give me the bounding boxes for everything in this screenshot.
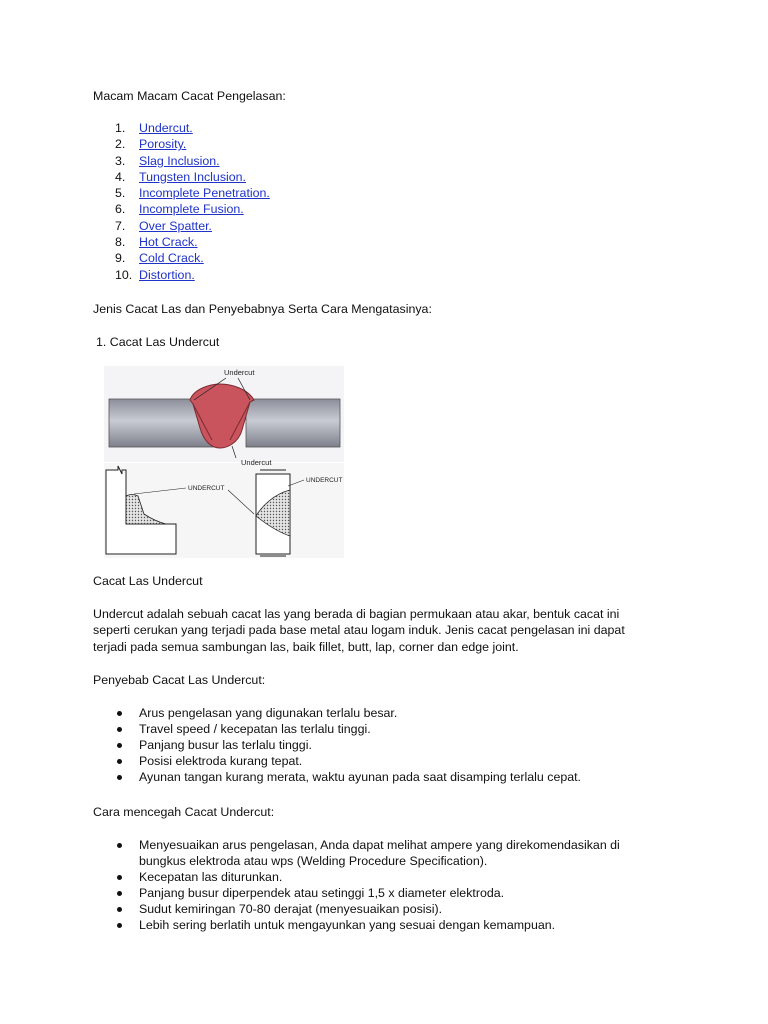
list-item bbox=[93, 901, 620, 917]
defect-link-incomplete-fusion[interactable]: Incomplete Fusion. bbox=[139, 202, 244, 217]
list-item bbox=[93, 753, 581, 769]
section-title: 1. Cacat Las Undercut bbox=[96, 335, 220, 349]
list-item bbox=[93, 917, 620, 933]
bullet-icon bbox=[117, 907, 122, 912]
bullet-icon bbox=[117, 727, 122, 732]
list-number: 9. bbox=[115, 251, 126, 266]
list-item bbox=[93, 837, 620, 869]
defect-link-undercut[interactable]: Undercut. bbox=[139, 121, 193, 135]
bullet-icon bbox=[117, 743, 122, 748]
cause-text: Travel speed / kecepatan las terlalu tinggi. bbox=[139, 722, 371, 736]
description-line: terjadi pada semua sambungan las, baik fillet, butt, lap, corner dan edge joint. bbox=[93, 639, 519, 654]
list-item bbox=[93, 737, 581, 753]
label-undercut-top: Undercut bbox=[224, 368, 255, 377]
defect-link-slag-inclusion[interactable]: Slag Inclusion. bbox=[139, 153, 220, 168]
list-item bbox=[93, 769, 581, 785]
bullet-icon bbox=[117, 891, 122, 896]
bullet-icon bbox=[117, 775, 122, 780]
causes-list bbox=[93, 705, 581, 785]
defect-link-hot-crack[interactable]: Hot Crack. bbox=[139, 235, 198, 250]
bullet-icon bbox=[117, 923, 122, 928]
figure-caption: Cacat Las Undercut bbox=[93, 574, 203, 588]
defect-link-cold-crack[interactable]: Cold Crack. bbox=[139, 251, 204, 266]
label-undercut-left: UNDERCUT bbox=[188, 485, 225, 492]
list-number: 6. bbox=[115, 202, 126, 217]
undercut-diagram bbox=[104, 366, 344, 558]
bullet-icon bbox=[117, 875, 122, 880]
description-line: seperti cerukan yang terjadi pada base metal atau logam induk. Jenis cacat pengelasan ini dapat bbox=[93, 623, 625, 638]
types-heading: Jenis Cacat Las dan Penyebabnya Serta Cara Mengatasinya: bbox=[93, 302, 432, 316]
prevention-text: bungkus elektroda atau wps (Welding Procedure Specification). bbox=[139, 854, 488, 868]
bullet-icon bbox=[117, 759, 122, 764]
prevention-text: Menyesuaikan arus pengelasan, Anda dapat melihat ampere yang direkomendasikan di bbox=[139, 838, 620, 852]
list-number: 8. bbox=[115, 235, 126, 250]
prevention-text: Panjang busur diperpendek atau setinggi 1,5 x diameter elektroda. bbox=[139, 886, 505, 900]
label-undercut-right: UNDERCUT bbox=[306, 477, 343, 484]
list-item bbox=[93, 885, 620, 901]
list-number: 3. bbox=[115, 153, 126, 168]
defect-link-incomplete-penetration[interactable]: Incomplete Penetration. bbox=[139, 186, 270, 201]
cause-text: Ayunan tangan kurang merata, waktu ayunan pada saat disamping terlalu cepat. bbox=[139, 770, 581, 784]
base-plate-right bbox=[246, 399, 340, 447]
list-item bbox=[93, 869, 620, 885]
defect-link-over-spatter[interactable]: Over Spatter. bbox=[139, 218, 213, 233]
defect-link-tungsten-inclusion[interactable]: Tungsten Inclusion. bbox=[139, 169, 246, 184]
prevention-text: Lebih sering berlatih untuk mengayunkan yang sesuai dengan kemampuan. bbox=[139, 918, 556, 932]
cause-text: Posisi elektroda kurang tepat. bbox=[139, 754, 303, 768]
bullet-icon bbox=[117, 843, 122, 848]
list-number: 4. bbox=[115, 169, 126, 184]
cause-text: Arus pengelasan yang digunakan terlalu besar. bbox=[139, 706, 398, 720]
prevention-text: Kecepatan las diturunkan. bbox=[139, 870, 283, 884]
description-paragraph bbox=[93, 606, 673, 655]
list-number: 1. bbox=[115, 121, 126, 135]
list-number: 5. bbox=[115, 186, 126, 201]
causes-heading: Penyebab Cacat Las Undercut: bbox=[93, 673, 266, 687]
list-number: 2. bbox=[115, 137, 126, 152]
list-number: 10. bbox=[115, 267, 133, 282]
defect-link-porosity[interactable]: Porosity. bbox=[139, 137, 187, 152]
label-undercut-bottom: Undercut bbox=[241, 458, 272, 467]
description-line: Undercut adalah sebuah cacat las yang berada di bagian permukaan atau akar, bentuk cacat ini bbox=[93, 607, 620, 621]
list-item bbox=[93, 721, 581, 737]
prevention-list bbox=[93, 837, 620, 933]
prevention-text: Sudut kemiringan 70-80 derajat (menyesuaikan posisi). bbox=[139, 902, 443, 916]
list-number: 7. bbox=[115, 218, 126, 233]
defect-list-heading: Macam Macam Cacat Pengelasan: bbox=[93, 89, 286, 103]
list-item bbox=[93, 705, 581, 721]
bullet-icon bbox=[117, 711, 122, 716]
prevention-heading: Cara mencegah Cacat Undercut: bbox=[93, 805, 275, 819]
defect-link-distortion[interactable]: Distortion. bbox=[139, 267, 195, 282]
cause-text: Panjang busur las terlalu tinggi. bbox=[139, 738, 312, 752]
